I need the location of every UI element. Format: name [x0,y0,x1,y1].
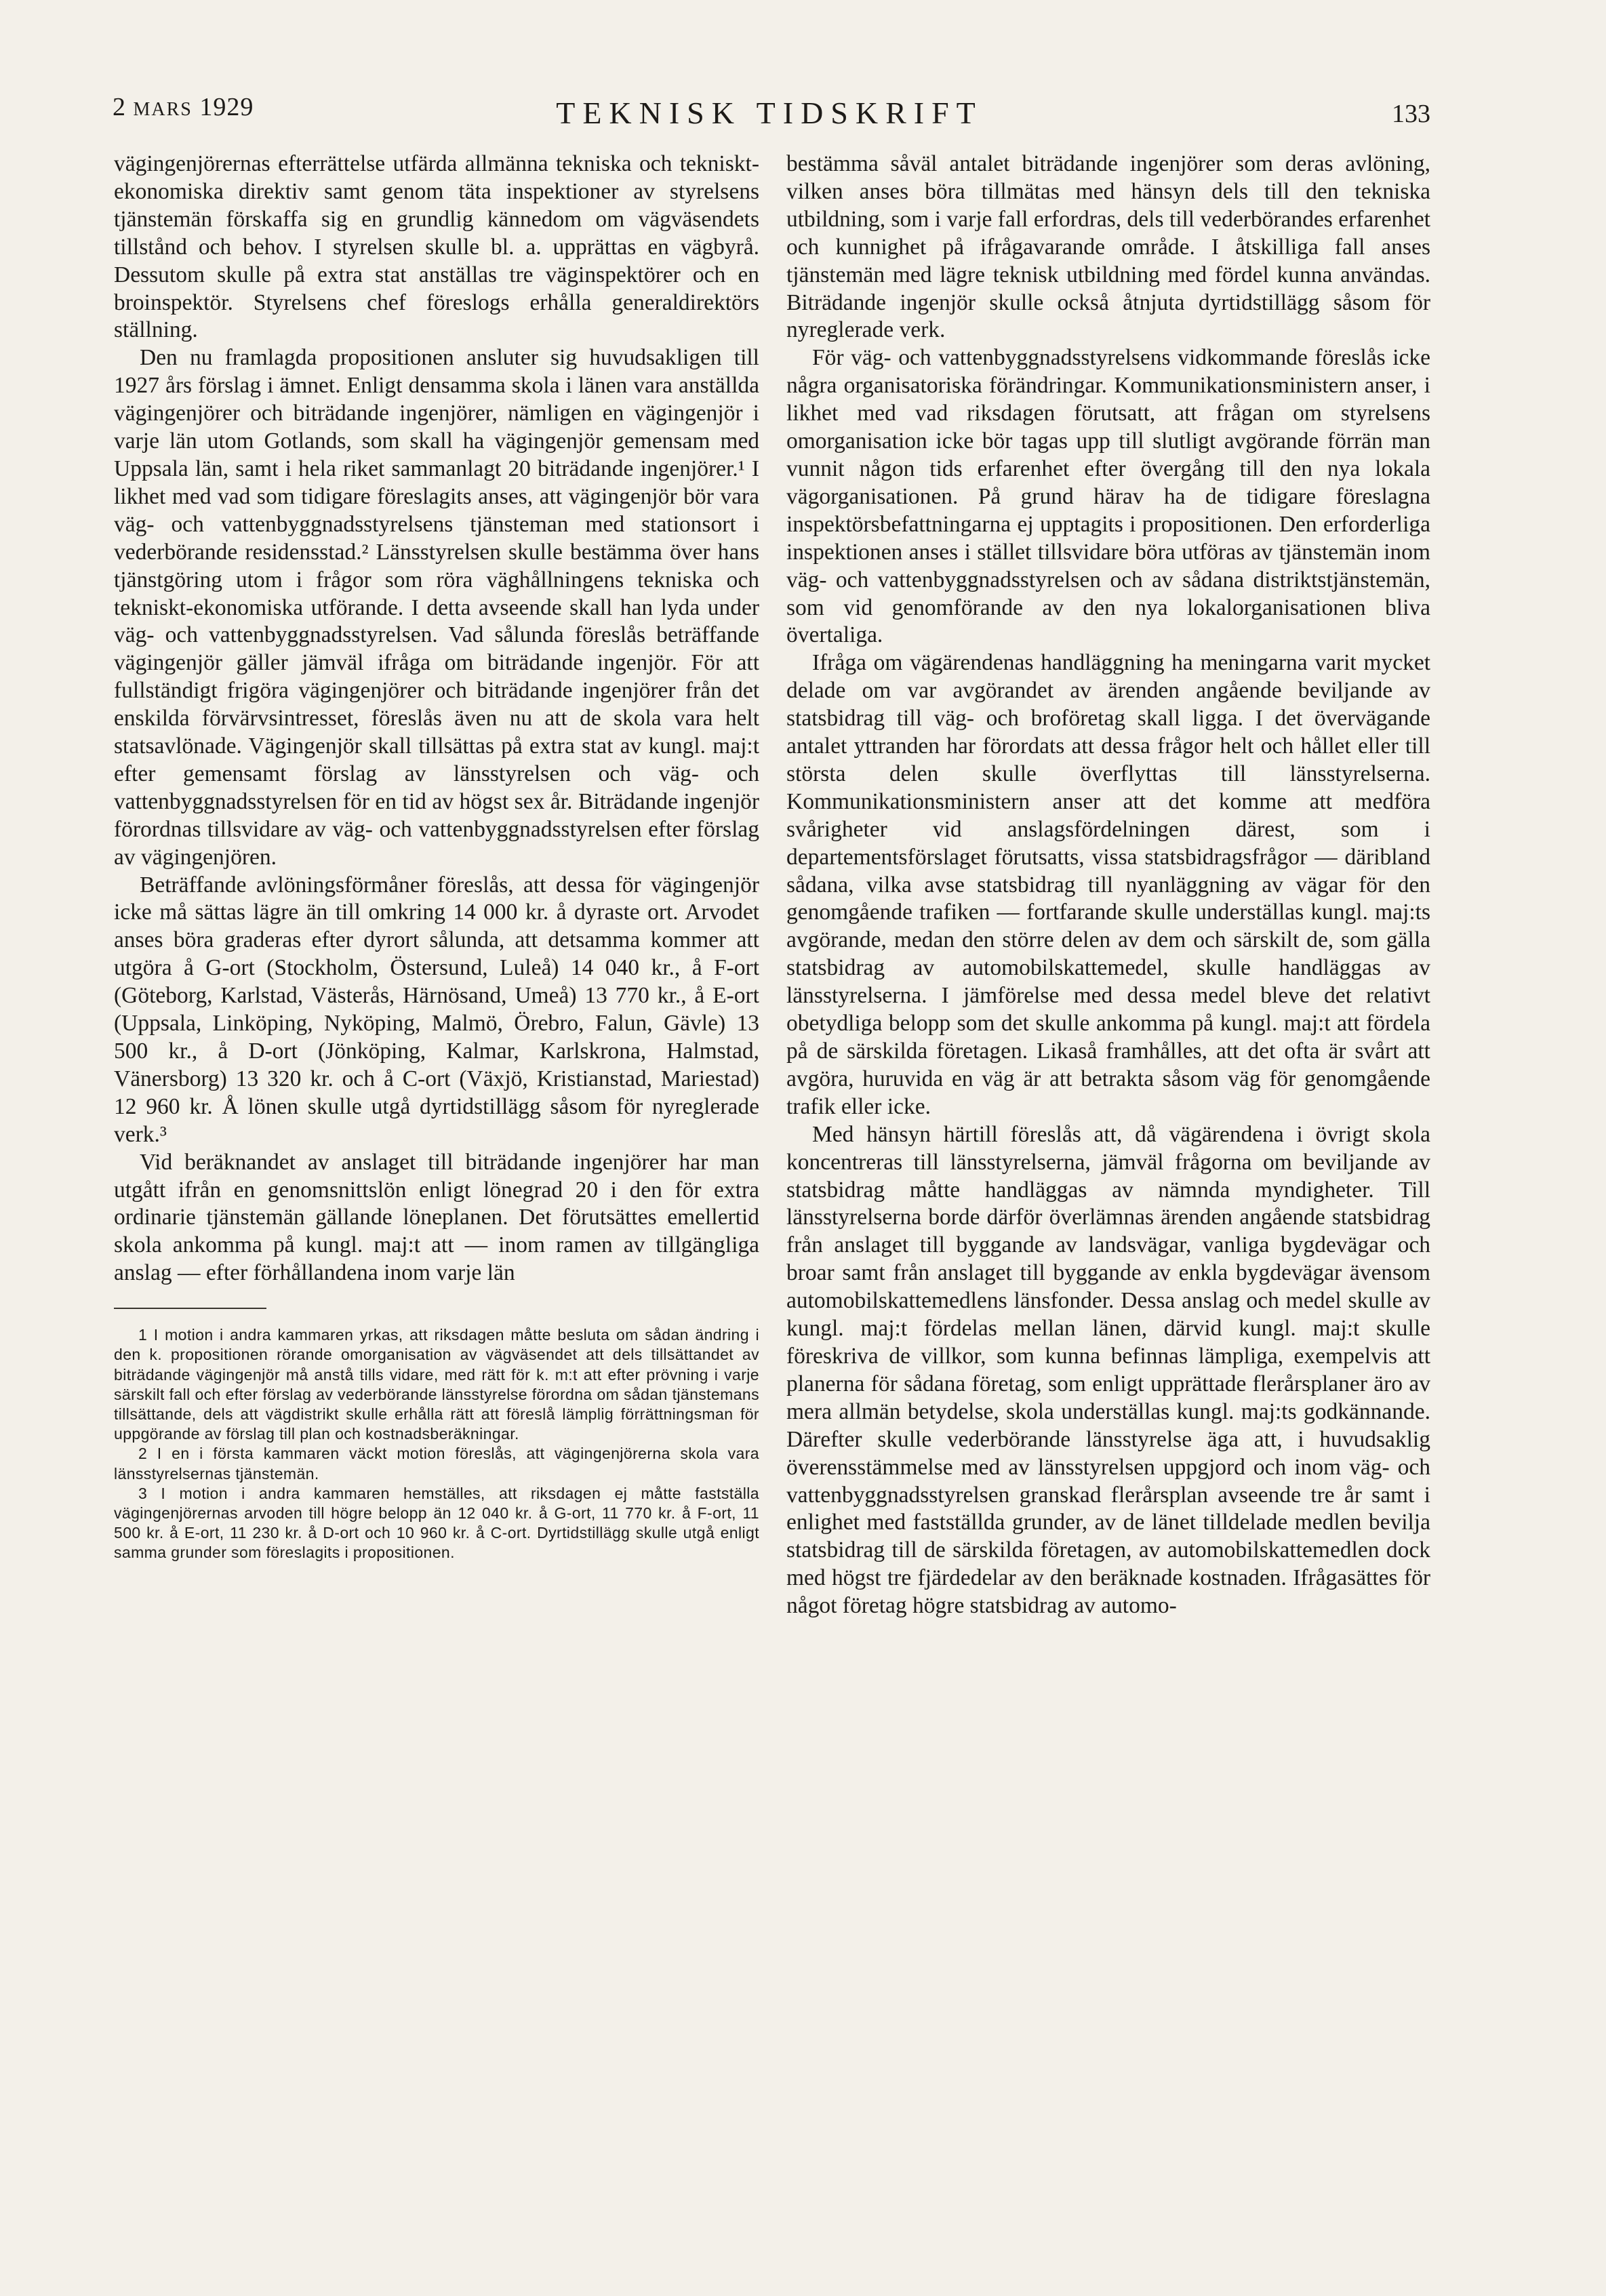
date-year: 1929 [199,93,254,121]
paragraph: Ifråga om vägärendenas handläggning ha meningarna varit mycket delade om var avgörandet av ärenden angående beviljande av statsbidrag till väg- och broföretag skall ligga. I det övervägande antalet yttranden har förordats att dessa frågor helt och hållet eller till största delen skulle överflyttas till länsstyrelserna. Kommunikationsministern anser att det komme att medföra svårigheter vid anslagsfördelningen därest, som i departementsförslaget förutsatts, vissa statsbidragsfrågor — däribland sådana, vilka avse statsbidrag till nyanläggning av vägar för den genomgående trafiken — fortfarande skulle underställas kungl. maj:ts avgörande, medan den större delen av dem och särskilt de, som gälla statsbidrag av automobilskattemedel, skulle handläggas av länsstyrelserna. I jämförelse med dessa medel bleve det relativt obetydliga belopp som det skulle ankomma på kungl. maj:t att fördela på de särskilda företagen. Likaså framhålles, att det ofta är svårt att avgöra, huruvida en väg är att betrakta såsom väg för genomgående trafik eller icke. [786,650,1430,1119]
date-day: 2 [113,93,126,121]
paragraph: Vid beräknandet av anslaget till biträdande ingenjörer har man utgått ifrån en genomsnittslön enligt lönegrad 20 i den för extra ordinarie tjänstemän gällande löneplanen. Det förutsättes emellertid skola ankomma på kungl. maj:t att — inom ramen av tillgängliga anslag — efter förhållandena inom varje län [114,1149,759,1286]
running-header [108,89,1430,137]
right-column [786,150,1430,1620]
footnote-3: 3 I motion i andra kammaren hemställes, att riksdagen ej måtte fastställa vägingenjörernas arvoden till högre belopp än 12 040 kr. å G-ort, 11 770 kr. å F-ort, 11 500 kr. å E-ort, 11 230 kr. å D-ort och 10 960 kr. å C-ort. Dyrtidstillägg skulle utgå enligt samma grunder som föreslagits i propositionen. [114,1484,759,1562]
footnote-1: 1 I motion i andra kammaren yrkas, att riksdagen måtte besluta om sådan ändring i den k. propositionen rörande omorganisation av vägväsendet att dels tillsättandet av biträdande vägingenjör må anstå tills vidare, med rätt för k. m:t att efter prövning i varje särskilt fall och efter förslag av vederbörande länsstyrelse förordna om sådan tjänstemans tillsättande, dels att vägdistrikt skulle erhålla rätt att föreslå lämplig förrättningsman för uppgörande av förslag till plan och kostnadsberäkningar. [114,1326,759,1443]
footnote-divider [114,1308,266,1309]
footnote-2: 2 I en i första kammaren väckt motion föreslås, att vägingenjörerna skola vara länsstyrelsernas tjänstemän. [114,1445,759,1483]
paragraph: vägingenjörernas efterrättelse utfärda allmänna tekniska och tekniskt-ekonomiska direktiv samt genom täta inspektioner av styrelsens tjänstemän förskaffa sig en grundlig kännedom om vägväsendets tillstånd och behov. I styrelsen skulle bl. a. upprättas en vägbyrå. Dessutom skulle på extra stat anställas tre väginspektörer och en broinspektör. Styrelsens chef föreslogs erhålla generaldirektörs ställning. [114,151,759,343]
date-month: MARS [133,99,193,120]
paragraph: bestämma såväl antalet biträdande ingenjörer som deras avlöning, vilken anses böra tillmätas med hänsyn dels till den tekniska utbildning, som i varje fall erfordras, dels till vederbörandes erfarenhet och kunnighet på ifrågavarande område. I åtskilliga fall anses tjänstemän med lägre teknisk utbildning med fördel kunna användas. Biträdande ingenjör skulle också åtnjuta dyrtidstillägg såsom för nyreglerade verk. [786,151,1430,343]
paragraph: För väg- och vattenbyggnadsstyrelsens vidkommande föreslås icke några organisatoriska förändringar. Kommunikationsministern anser, i likhet med vad riksdagen förutsatt, att frågan om styrelsens omorganisation icke bör tagas upp till slutligt avgörande förrän man vunnit någon tids erfarenhet efter övergång till den nya lokala vägorganisationen. På grund härav ha de tidigare föreslagna inspektörsbefattningarna ej upptagits i propositionen. Den erforderliga inspektionen anses i stället tillsvidare böra utföras av tjänstemän inom väg- och vattenbyggnadsstyrelsen och av sådana distriktstjänstemän, som vid genomförande av den nya lokalorganisationen bliva övertaliga. [786,345,1430,648]
journal-title: TEKNISK TIDSKRIFT [556,96,983,130]
left-column [114,150,759,1563]
page-number: 133 [1392,100,1430,128]
paragraph: Den nu framlagda propositionen ansluter sig huvudsakligen till 1927 års förslag i ämnet. Enligt densamma skola i länen vara anställda vägingenjörer och biträdande ingenjörer, nämligen en vägingenjör i varje län utom Gotlands, som skall ha vägingenjör gemensam med Uppsala län, samt i hela riket sammanlagt 20 biträdande ingenjörer.¹ I likhet med vad som tidigare föreslagits anses, att vägingenjör bör vara väg- och vattenbyggnadsstyrelsens tjänsteman med stationsort i vederbörande residensstad.² Länsstyrelsen skulle bestämma över hans tjänstgöring utom i frågor som röra väghållningens tekniska och tekniskt-ekonomiska utförande. I detta avseende skall han lyda under väg- och vattenbyggnadsstyrelsen. Vad sålunda föreslås beträffande vägingenjör gäller jämväl ifråga om biträdande ingenjör. För att fullständigt frigöra vägingenjörer och biträdande ingenjörer från det enskilda förvärvsintresset, föreslås även nu att de skola vara helt statsavlönade. Vägingenjör skall tillsättas på extra stat av kungl. maj:t efter gemensamt förslag av länsstyrelsen och väg- och vattenbyggnadsstyrelsen för en tid av högst sex år. Biträdande ingenjör förordnas tillsvidare av väg- och vattenbyggnadsstyrelsen efter förslag av vägingenjören. [114,345,759,870]
paragraph: Med hänsyn härtill föreslås att, då vägärendena i övrigt skola koncentreras till länsstyrelserna, jämväl frågorna om beviljande av statsbidrag måtte handläggas av nämnda myndigheter. Till länsstyrelserna borde därför överlämnas ärenden angående statsbidrag från anslaget till byggande av landsvägar, vanliga bygdevägar och broar samt från anslaget till byggande av enkla bygdevägar ävensom automobilskattemedlens länsfonder. Dessa anslag och medel skulle av kungl. maj:t fördelas mellan länen, därvid kungl. maj:t skulle föreskriva de villkor, som kunna befinnas lämpliga, exempelvis att planerna för sådana företag, som enligt upprättade flerårsplaner äro av mera allmän betydelse, skola underställas kungl. maj:ts godkännande. Därefter skulle vederbörande länsstyrelse äga att, i huvudsaklig överensstämmelse med av länsstyrelsen uppgjord och inom väg- och vattenbyggnadsstyrelsen granskad flerårsplan avseende tre år samt i enlighet med fastställda grunder, av de länet tilldelade medlen bevilja statsbidrag till de särskilda företagen, av automobilskattemedlen dock med högst tre fjärdedelar av den beräknade kostnaden. Ifrågasättes för något företag högre statsbidrag av automo- [786,1121,1430,1619]
paragraph: Beträffande avlöningsförmåner föreslås, att dessa för vägingenjör icke må sättas lägre än till omkring 14 000 kr. å dyraste ort. Arvodet anses böra graderas efter dyrort sålunda, att detsamma kommer att utgöra å G-ort (Stockholm, Östersund, Luleå) 14 040 kr., å F-ort (Göteborg, Karlstad, Västerås, Härnösand, Umeå) 13 770 kr., å E-ort (Uppsala, Linköping, Nyköping, Malmö, Örebro, Falun, Gävle) 13 500 kr., å D-ort (Jönköping, Kalmar, Karlskrona, Halmstad, Vänersborg) 13 320 kr. och å C-ort (Växjö, Kristianstad, Mariestad) 12 960 kr. Å lönen skulle utgå dyrtidstillägg såsom för nyreglerade verk.³ [114,872,759,1147]
